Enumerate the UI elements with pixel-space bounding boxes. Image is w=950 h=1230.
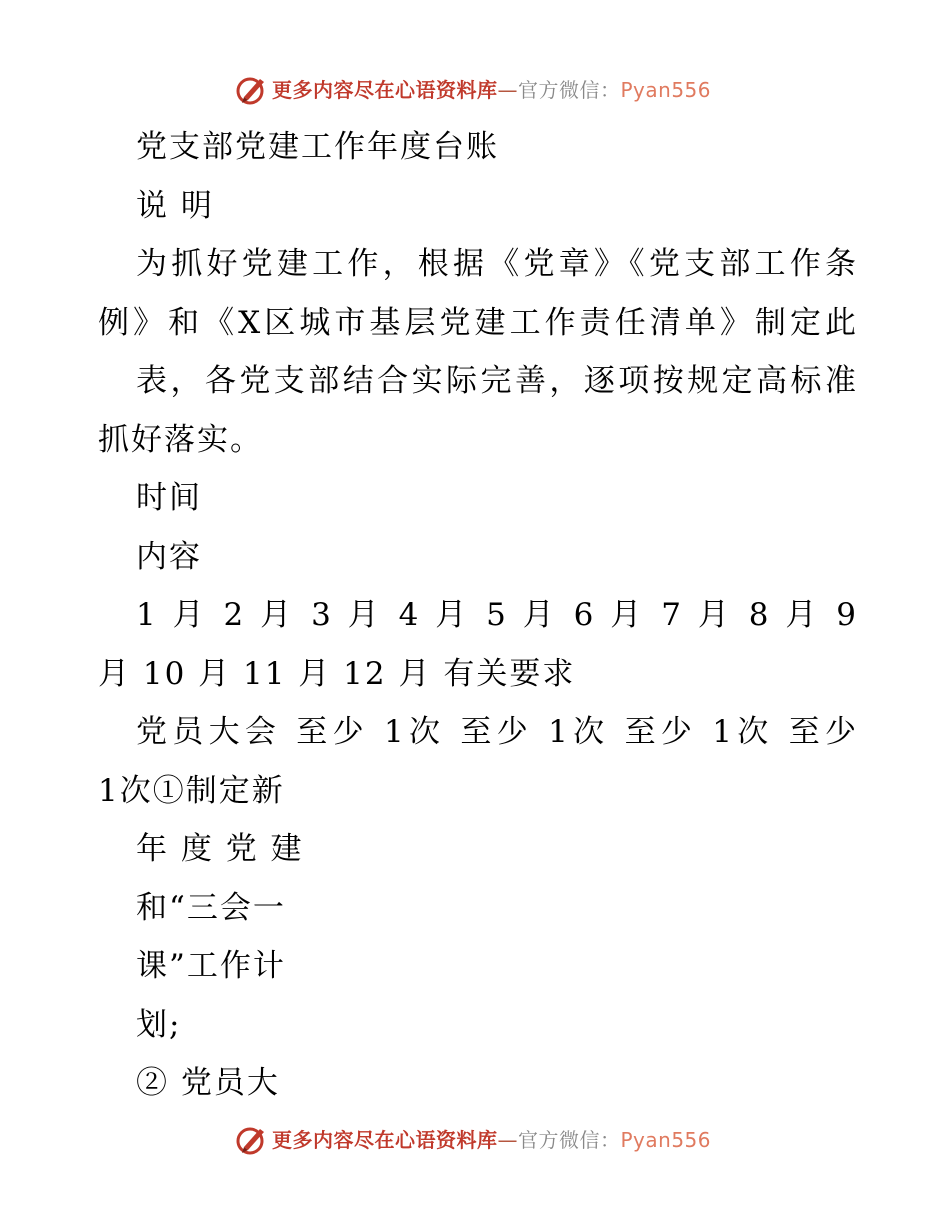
watermark-dash: — bbox=[497, 78, 518, 102]
text-line: 1 月 2 月 3 月 4 月 5 月 6 月 7 月 8 月 9 bbox=[136, 597, 858, 633]
text-line: 和“三会一 bbox=[136, 889, 286, 926]
watermark-wechat-id: Pyan556 bbox=[620, 78, 712, 102]
text-line: 划; bbox=[136, 1006, 182, 1043]
watermark-label: 官方微信： bbox=[518, 78, 621, 102]
text-line: 党员大会 至少 1次 至少 1次 至少 1次 至少 bbox=[136, 714, 858, 750]
text-line: 时间 bbox=[136, 480, 202, 516]
text-line: 内容 bbox=[136, 538, 202, 575]
text-line: 党支部党建工作年度台账 bbox=[136, 129, 499, 165]
text-line: 抓好落实。 bbox=[98, 421, 263, 458]
watermark-wechat-id: Pyan556 bbox=[620, 1128, 712, 1152]
header-watermark bbox=[234, 72, 711, 108]
text-line: 1次①制定新 bbox=[98, 772, 285, 809]
text-line: ② 党员大 bbox=[136, 1065, 280, 1101]
watermark-brand: 更多内容尽在心语资料库 bbox=[272, 78, 498, 102]
pen-logo-icon bbox=[234, 1123, 268, 1157]
watermark-dash: — bbox=[497, 1128, 518, 1152]
text-line: 年 度 党 建 bbox=[136, 831, 304, 867]
text-line: 课”工作计 bbox=[136, 948, 286, 984]
watermark-label: 官方微信： bbox=[518, 1128, 621, 1152]
text-line: 说 明 bbox=[136, 187, 214, 224]
footer-watermark bbox=[234, 1122, 711, 1158]
document-body bbox=[98, 118, 858, 1113]
text-line: 月 10 月 11 月 12 月 有关要求 bbox=[98, 655, 576, 692]
watermark-brand: 更多内容尽在心语资料库 bbox=[272, 1128, 498, 1152]
pen-logo-icon bbox=[234, 73, 268, 107]
text-line: 例》和《X区城市基层党建工作责任清单》制定此 bbox=[98, 304, 858, 341]
text-line: 表，各党支部结合实际完善，逐项按规定高标准 bbox=[136, 363, 858, 399]
text-line: 为抓好党建工作，根据《党章》《党支部工作条 bbox=[136, 246, 858, 282]
